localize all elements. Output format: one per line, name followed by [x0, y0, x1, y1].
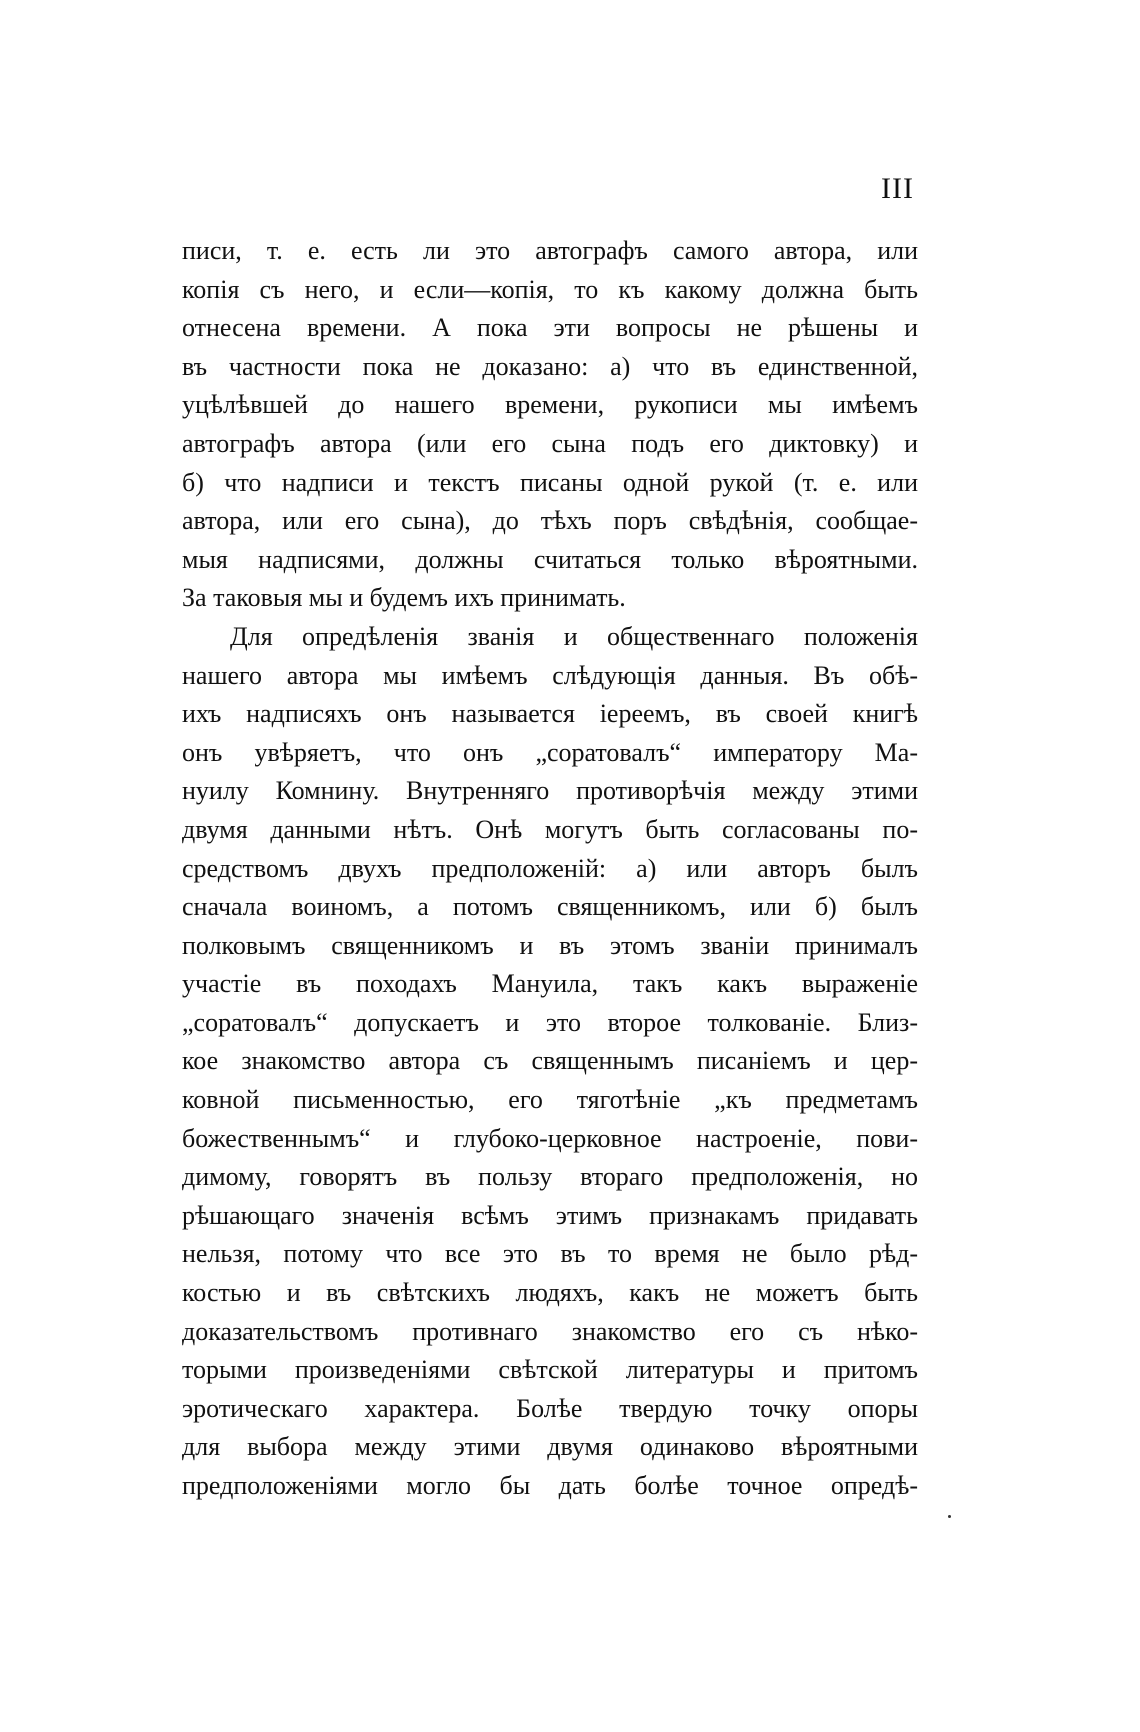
text-line: ковной письменностью, его тяготѣніе „къ предметамъ	[182, 1085, 918, 1115]
text-line: онъ увѣряетъ, что онъ „соратовалъ“ императору Ма-	[182, 737, 918, 767]
text-line: ихъ надписяхъ онъ называется іереемъ, въ своей книгѣ	[182, 699, 918, 729]
text-line: двумя данными нѣтъ. Онѣ могутъ быть согласованы по-	[182, 814, 918, 844]
text-line: эротическаго характера. Болѣе твердую точку опоры	[182, 1393, 918, 1423]
text-line: костью и въ свѣтскихъ людяхъ, какъ не можетъ быть	[182, 1278, 918, 1308]
text-line: нашего автора мы имѣемъ слѣдующія данныя. Въ обѣ-	[182, 660, 918, 690]
text-line: кое знакомство автора съ священнымъ писаніемъ и цер-	[182, 1046, 918, 1076]
text-line: доказательствомъ противнаго знакомство его съ нѣко-	[182, 1316, 918, 1346]
paragraph-1	[182, 232, 918, 618]
text-line: средствомъ двухъ предположеній: а) или авторъ былъ	[182, 853, 918, 883]
text-line: писи, т. е. есть ли это автографъ самого автора, или	[182, 236, 918, 265]
paragraph-2	[182, 618, 918, 1506]
page-number: III	[881, 172, 914, 205]
text-line: участіе въ походахъ Мануила, такъ какъ выраженіе	[182, 969, 918, 999]
text-line: предположеніями могло бы дать болѣе точное опредѣ-	[182, 1471, 918, 1500]
text-line: автографъ автора (или его сына подъ его диктовку) и	[182, 428, 918, 458]
text-line: б) что надписи и текстъ писаны одной рукой (т. е. или	[182, 467, 918, 497]
text-line: нуилу Комнину. Внутренняго противорѣчія между этими	[182, 776, 918, 806]
text-line: мыя надписями, должны считаться только вѣроятными.	[182, 544, 918, 574]
text-line: въ частности пока не доказано: а) что въ единственной,	[182, 351, 918, 381]
text-line: уцѣлѣвшей до нашего времени, рукописи мы имѣемъ	[182, 390, 918, 420]
text-line: отнесена времени. А пока эти вопросы не рѣшены и	[182, 313, 918, 343]
text-line: рѣшающаго значенія всѣмъ этимъ признакамъ придавать	[182, 1200, 918, 1230]
text-line: нельзя, потому что все это въ то время не было рѣд-	[182, 1239, 918, 1269]
text-line: димому, говорятъ въ пользу втораго предположенія, но	[182, 1162, 918, 1192]
text-line: сначала воиномъ, а потомъ священникомъ, или б) былъ	[182, 892, 918, 922]
text-line: автора, или его сына), до тѣхъ поръ свѣдѣнія, сообщае-	[182, 506, 918, 536]
text-line: полковымъ священникомъ и въ этомъ званіи принималъ	[182, 930, 918, 960]
body-text	[182, 232, 918, 1506]
stray-ink-mark	[948, 1515, 951, 1518]
text-line: Для опредѣленія званія и общественнаго положенія	[230, 621, 918, 651]
text-line: для выбора между этими двумя одинаково вѣроятными	[182, 1432, 918, 1462]
text-line: божественнымъ“ и глубоко-церковное настроеніе, пови-	[182, 1123, 918, 1153]
text-line: торыми произведеніями свѣтской литературы и притомъ	[182, 1355, 918, 1385]
text-line: копія съ него, и если—копія, то къ какому должна быть	[182, 274, 918, 304]
text-line: За таковыя мы и будемъ ихъ принимать.	[182, 583, 626, 613]
text-line: „соратовалъ“ допускаетъ и это второе толкованіе. Близ-	[182, 1007, 918, 1037]
